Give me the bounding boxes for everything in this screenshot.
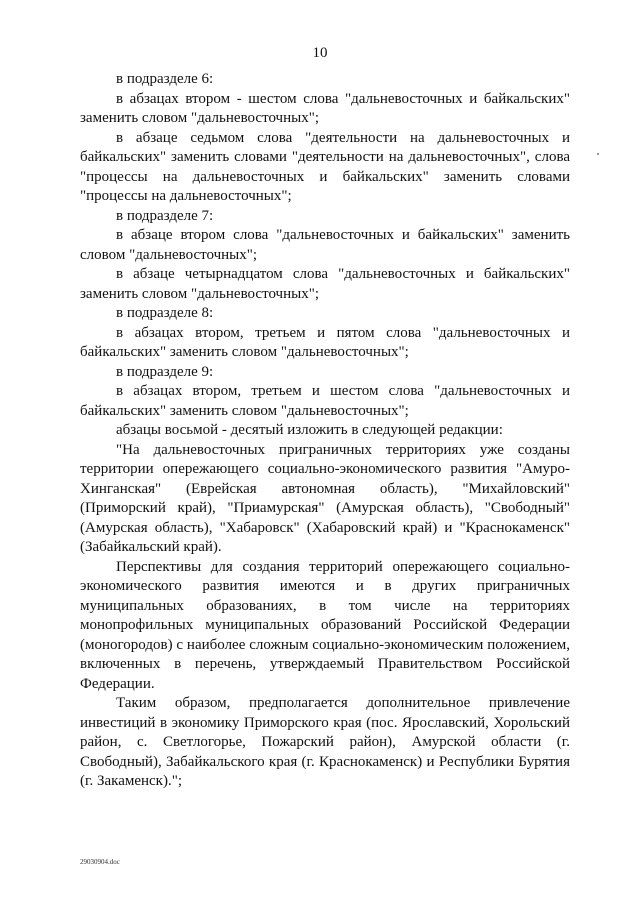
document-body bbox=[80, 70, 570, 792]
paragraph-11: абзацы восьмой - десятый изложить в следующей редакции: bbox=[116, 422, 503, 438]
paragraph-4: в подразделе 7: bbox=[116, 207, 214, 224]
paragraph-6: в абзаце четырнадцатом слова "дальневосточных и байкальских" заменить словом "дальневосточных"; bbox=[80, 266, 570, 302]
file-name-footer: 29030904.doc bbox=[80, 858, 120, 866]
paragraph-2: в абзацах втором - шестом слова "дальневосточных и байкальских" заменить словом "дальневосточных"; bbox=[80, 90, 570, 126]
paragraph-1: в подразделе 6: bbox=[116, 71, 214, 87]
scan-speck bbox=[597, 153, 599, 155]
paragraph-7: в подразделе 8: bbox=[116, 305, 214, 321]
page-number: 10 bbox=[312, 45, 328, 61]
paragraph-10: в абзацах втором, третьем и шестом слова "дальневосточных и байкальских" заменить словом "дальневосточных"; bbox=[80, 383, 570, 419]
paragraph-9: в подразделе 9: bbox=[116, 363, 214, 380]
paragraph-5: в абзаце втором слова "дальневосточных и байкальских" заменить словом "дальневосточных"; bbox=[80, 227, 570, 263]
paragraph-8: в абзацах втором, третьем и пятом слова "дальневосточных и байкальских" заменить словом "дальневосточных"; bbox=[80, 324, 570, 360]
paragraph-14: Таким образом, предполагается дополнительное привлечение инвестиций в экономику Приморского края (пос. Ярославский, Хорольский район, с. Светлогорье, Пожарский район), Амурской области (г. Свободный), Забайкальского края (г. Краснокаменск) и Республики Бурятия (г. Закаменск)."; bbox=[80, 695, 570, 789]
paragraph-12: "На дальневосточных приграничных территориях уже созданы территории опережающего социально-экономического развития "Амуро-Хинганская" (Еврейская автономная область), "Михайловский" (Приморский край), "Приамурская" (Амурская область), "Свободный" (Амурская область), "Хабаровск" (Хабаровский край) и "Краснокаменск" (Забайкальский край). bbox=[80, 441, 570, 555]
paragraph-13: Перспективы для создания территорий опережающего социально-экономического развития имеются и в других приграничных муниципальных образованиях, в том числе на территориях монопрофильных муниципальных образований Российской Федерации (моногородов) с наиболее сложным социально-экономическим положением, включенных в перечень, утверждаемый Правительством Российской Федерации. bbox=[80, 558, 570, 692]
paragraph-3: в абзаце седьмом слова "деятельности на дальневосточных и байкальских" заменить словами "деятельности на дальневосточных", слова "процессы на дальневосточных и байкальских" заменить словами "процессы на дальневосточных"; bbox=[80, 129, 570, 204]
